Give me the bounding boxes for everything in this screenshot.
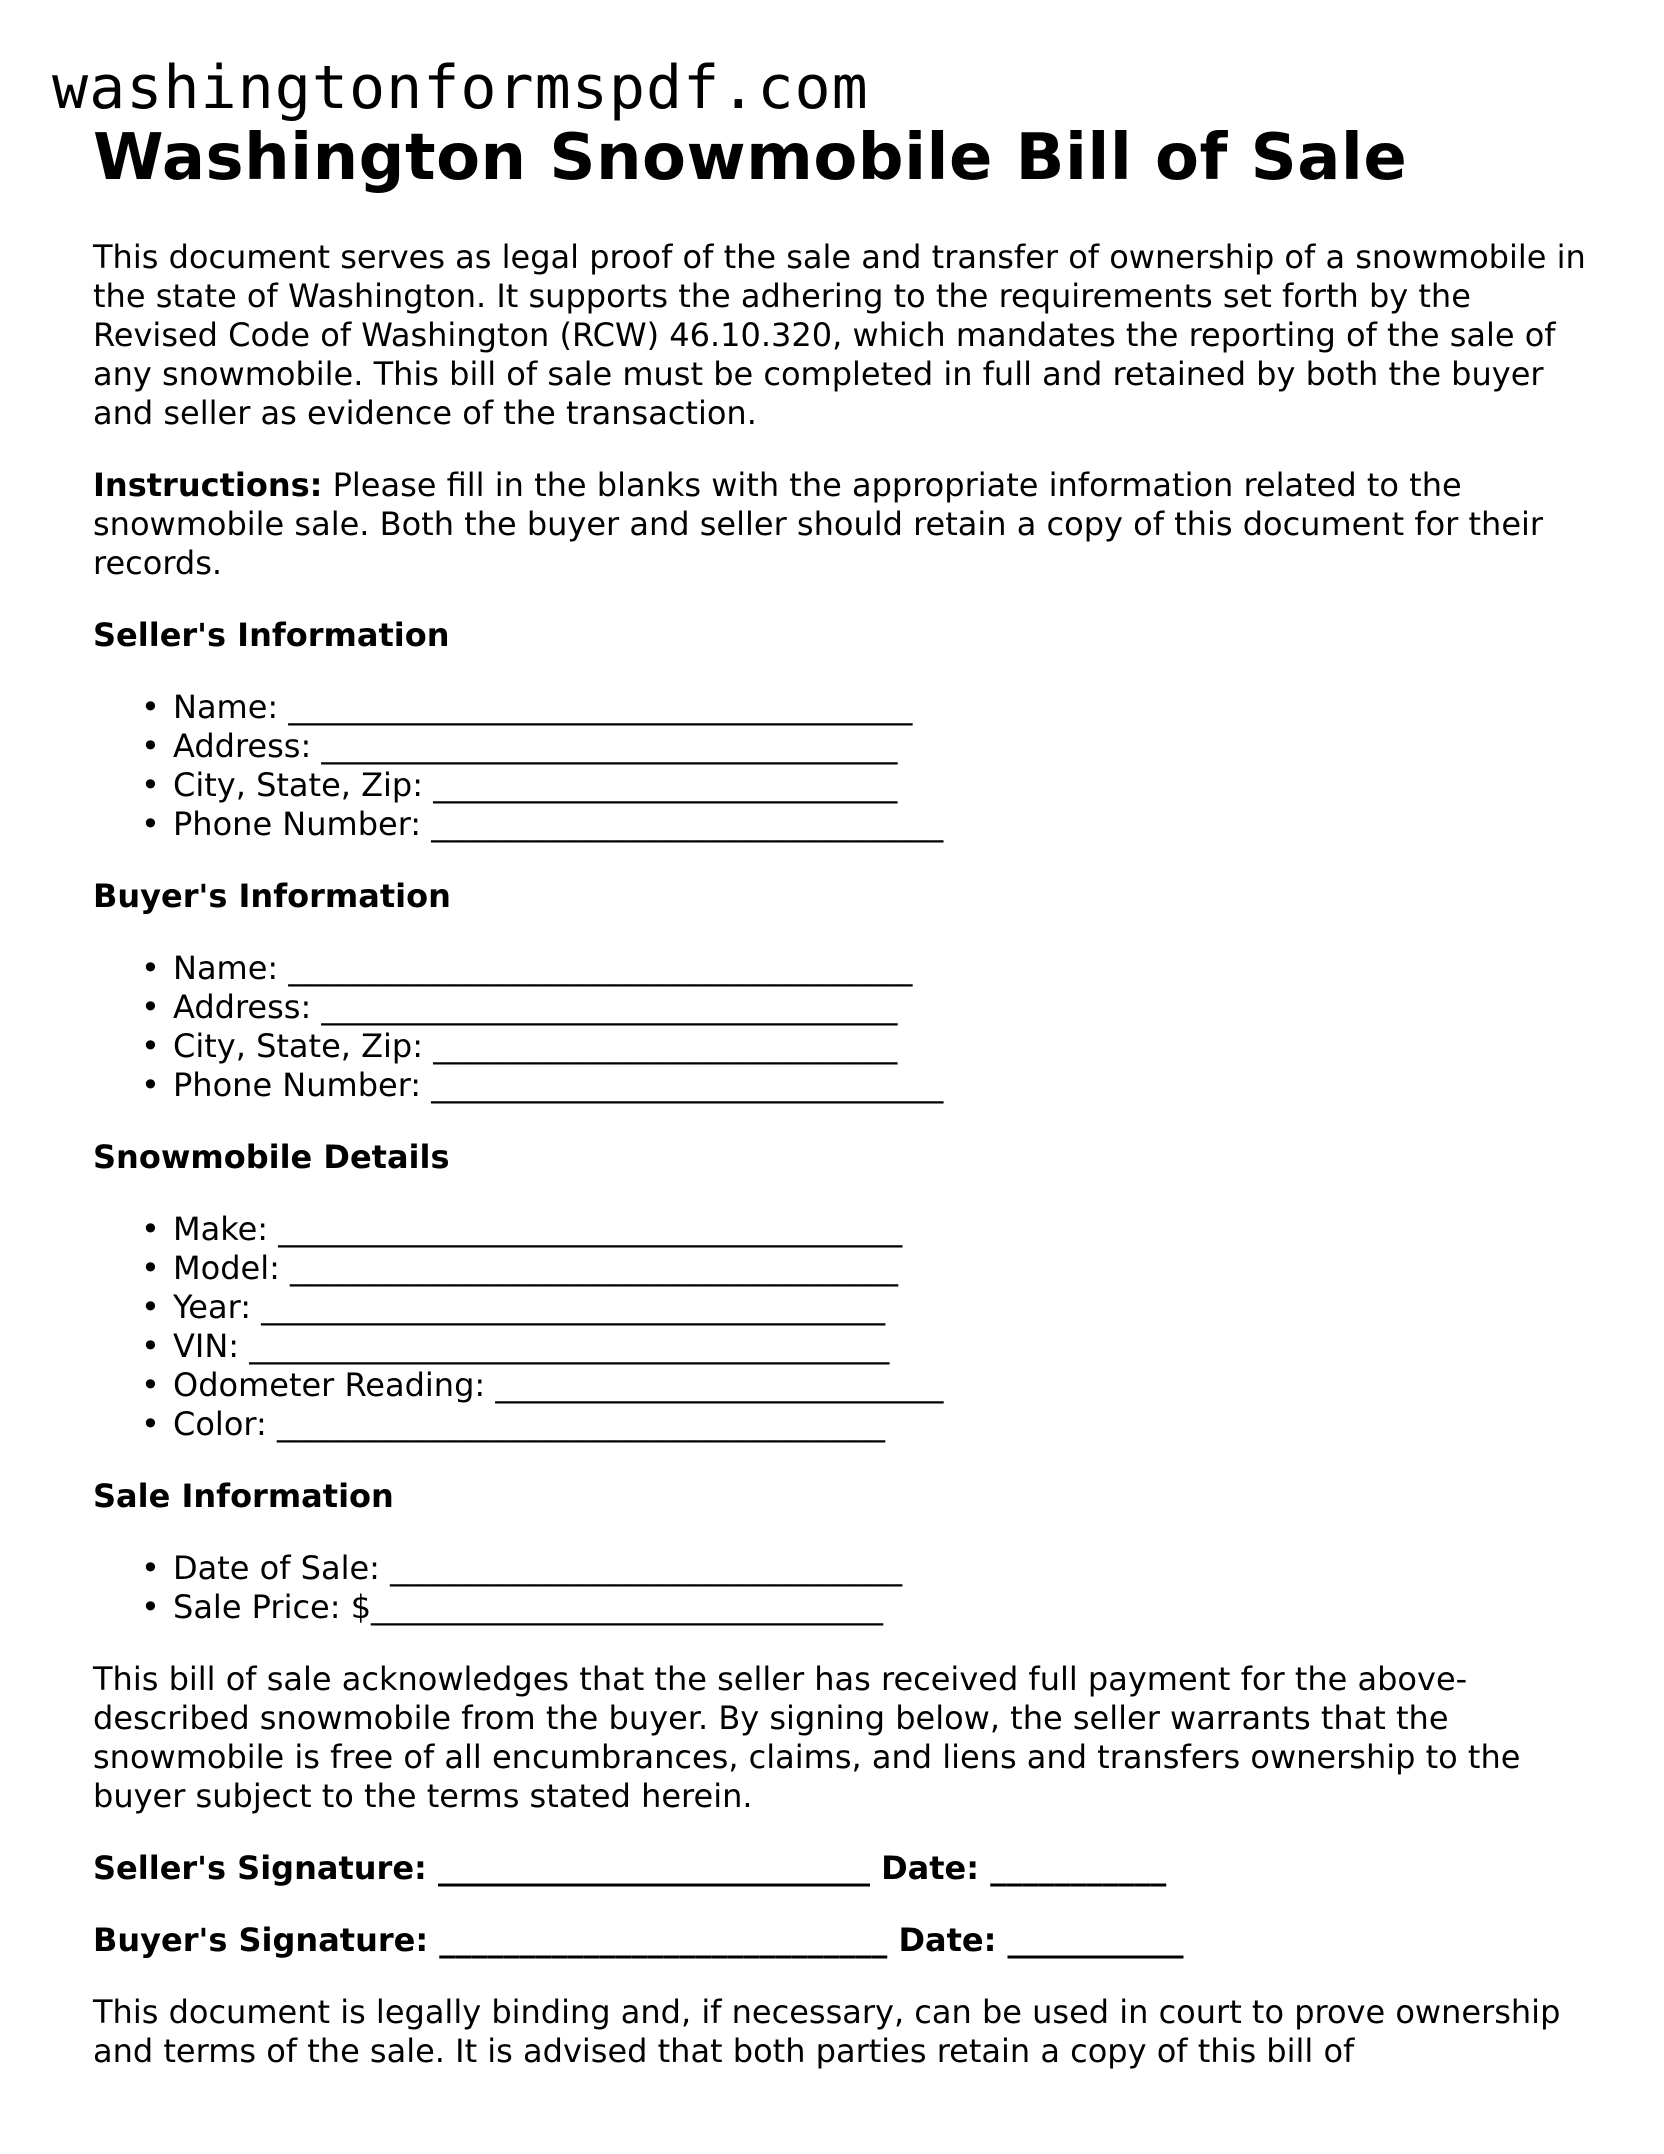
snowmobile-details-heading: Snowmobile Details xyxy=(93,1138,450,1176)
odometer-field[interactable]: • Odometer Reading: ____________________________ xyxy=(141,1366,944,1404)
bullet-icon: • xyxy=(141,1288,160,1326)
buyer-info-heading: Buyer's Information xyxy=(93,877,451,915)
date-of-sale-field[interactable]: • Date of Sale: ________________________________ xyxy=(141,1549,903,1587)
acknowledgment-paragraph: This bill of sale acknowledges that the seller has received full payment for the above-described snowmobile from the buyer. By signing below, the seller warrants that the snowmobile is free of all encumbrances, claims, and liens and transfers ownership to the buyer subject to the terms stated herein. xyxy=(93,1660,1521,1815)
buyer-city-state-zip-field[interactable]: • City, State, Zip: _____________________________ xyxy=(141,1027,898,1065)
instructions-paragraph xyxy=(93,466,1593,583)
bullet-icon: • xyxy=(141,1327,160,1365)
document-title: Washington Snowmobile Bill of Sale xyxy=(93,121,1408,195)
snowmobile-details-list xyxy=(93,1210,1593,1444)
seller-info-heading: Seller's Information xyxy=(93,616,450,654)
bullet-icon: • xyxy=(141,949,160,987)
model-field[interactable]: • Model: ______________________________________ xyxy=(141,1249,899,1287)
color-field[interactable]: • Color: ______________________________________ xyxy=(141,1405,885,1443)
bullet-icon: • xyxy=(141,766,160,804)
seller-address-field[interactable]: • Address: ____________________________________ xyxy=(141,727,898,765)
buyer-signature-line[interactable]: Buyer's Signature: ____________________________ Date: ___________ xyxy=(93,1921,1184,1959)
site-watermark: washingtonformspdf.com xyxy=(52,53,869,123)
closing-paragraph: This document is legally binding and, if necessary, can be used in court to prove ownership and terms of the sale. It is advised that both parties retain a copy of this bill of xyxy=(93,1993,1561,2070)
instructions-text: Please fill in the blanks with the appropriate information related to the snowmobile sale. Both the buyer and seller should retain a copy of this document for their records. xyxy=(93,466,1544,582)
bullet-icon: • xyxy=(141,988,160,1026)
sale-price-field[interactable]: • Sale Price: $________________________________ xyxy=(141,1588,884,1626)
year-field[interactable]: • Year: _______________________________________ xyxy=(141,1288,886,1326)
bullet-icon: • xyxy=(141,1210,160,1248)
bullet-icon: • xyxy=(141,1249,160,1287)
bullet-icon: • xyxy=(141,1066,160,1104)
bullet-icon: • xyxy=(141,688,160,726)
seller-phone-field[interactable]: • Phone Number: ________________________________ xyxy=(141,805,944,843)
bullet-icon: • xyxy=(141,1549,160,1587)
bullet-icon: • xyxy=(141,1366,160,1404)
instructions-label: Instructions: xyxy=(93,466,323,504)
sale-info-heading: Sale Information xyxy=(93,1477,394,1515)
bullet-icon: • xyxy=(141,1405,160,1443)
seller-city-state-zip-field[interactable]: • City, State, Zip: _____________________________ xyxy=(141,766,898,804)
intro-paragraph: This document serves as legal proof of the sale and transfer of ownership of a snowmobile in the state of Washington. It supports the adhering to the requirements set forth by the Revised Code of Washington (RCW) 46.10.320, which mandates the reporting of the sale of any snowmobile. This bill of sale must be completed in full and retained by both the buyer and seller as evidence of the transaction. xyxy=(93,238,1586,432)
buyer-address-field[interactable]: • Address: ____________________________________ xyxy=(141,988,898,1026)
seller-name-field[interactable]: • Name: _______________________________________ xyxy=(141,688,913,726)
vin-field[interactable]: • VIN: ________________________________________ xyxy=(141,1327,890,1365)
bullet-icon: • xyxy=(141,727,160,765)
buyer-name-field[interactable]: • Name: _______________________________________ xyxy=(141,949,913,987)
buyer-info-list xyxy=(93,949,1593,1105)
buyer-phone-field[interactable]: • Phone Number: ________________________________ xyxy=(141,1066,944,1104)
bullet-icon: • xyxy=(141,805,160,843)
sale-info-list xyxy=(93,1549,1593,1627)
bullet-icon: • xyxy=(141,1588,160,1626)
document-body xyxy=(93,118,1593,2071)
seller-signature-line[interactable]: Seller's Signature: ___________________________ Date: ___________ xyxy=(93,1849,1167,1887)
make-field[interactable]: • Make: _______________________________________ xyxy=(141,1210,903,1248)
bullet-icon: • xyxy=(141,1027,160,1065)
seller-info-list xyxy=(93,688,1593,844)
